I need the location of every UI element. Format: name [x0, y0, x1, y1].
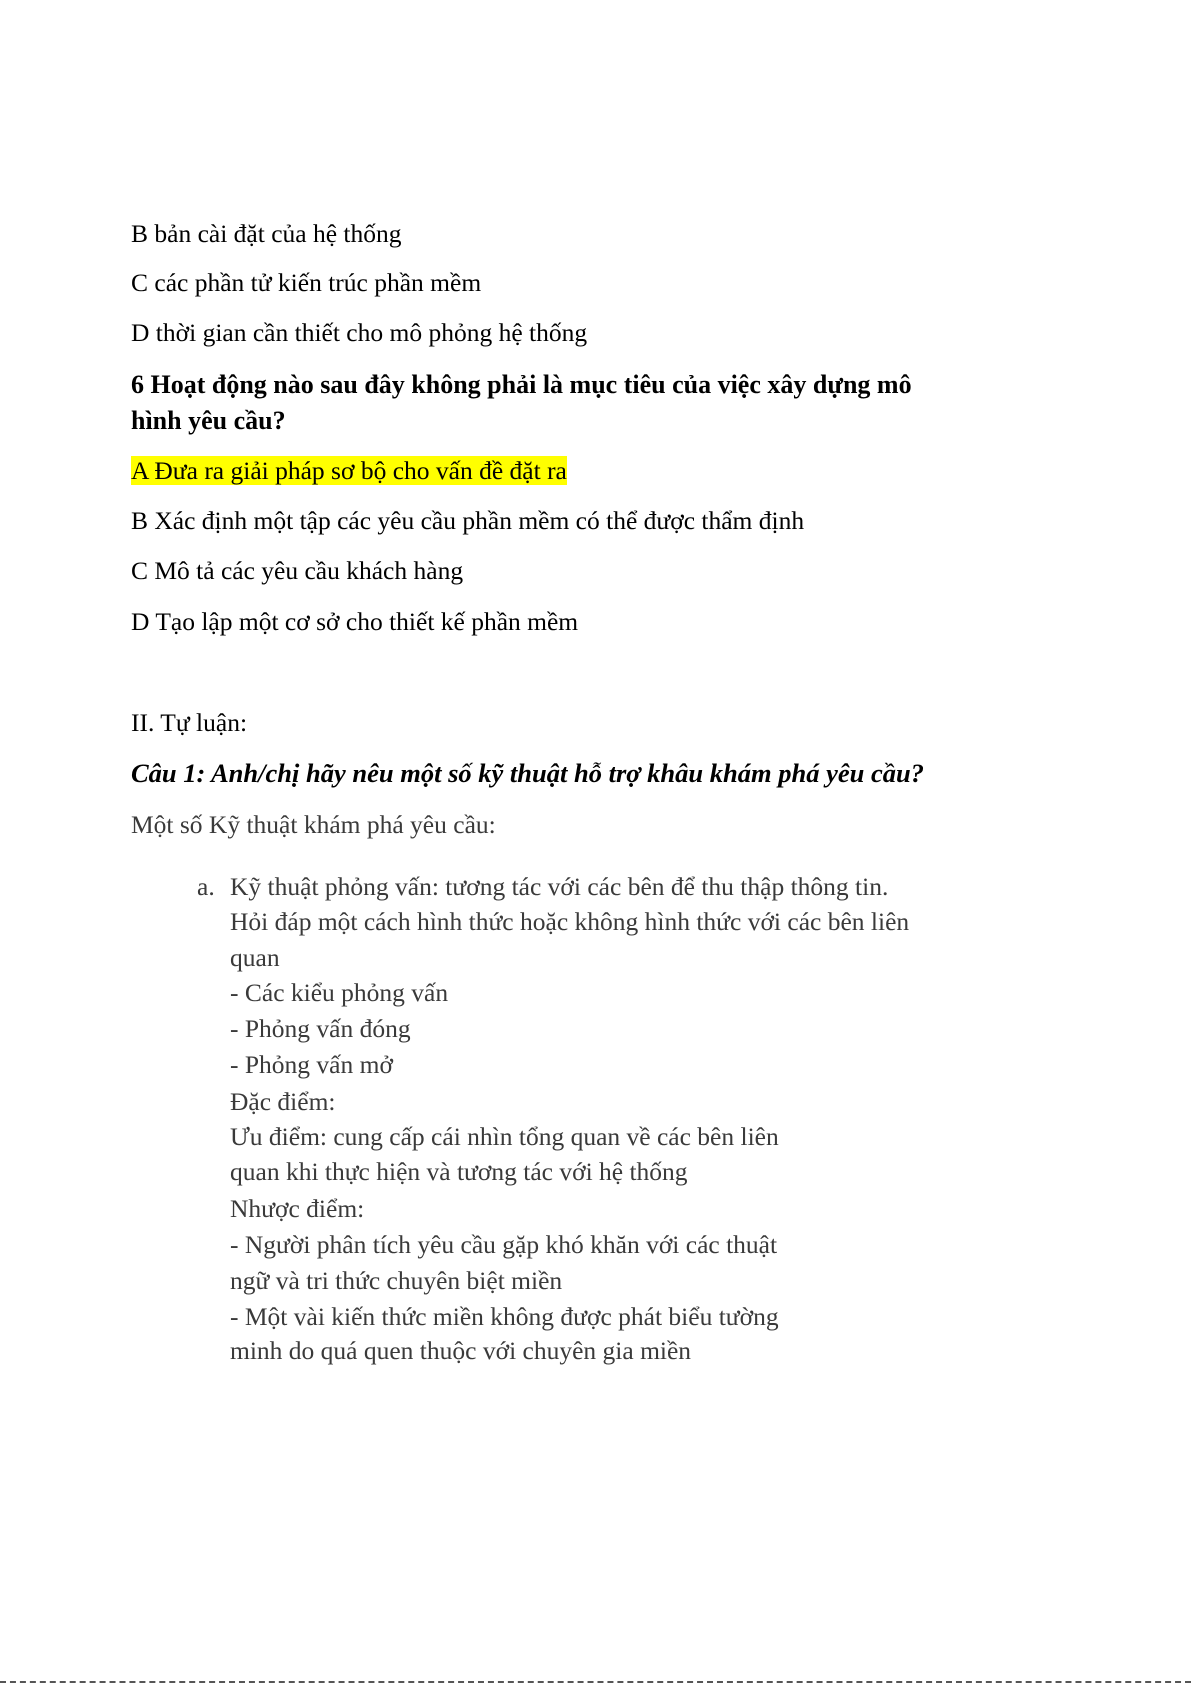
list-marker-a: a.	[197, 872, 215, 901]
item-a-line: quan khi thực hiện và tương tác với hệ thống	[230, 1157, 688, 1186]
essay-heading: II. Tự luận:	[131, 708, 248, 737]
item-a-line: minh do quá quen thuộc với chuyên gia miền	[230, 1336, 692, 1365]
q6-option-b: B Xác định một tập các yêu cầu phần mềm có thể được thẩm định	[131, 506, 805, 535]
item-a-line: - Phỏng vấn mở	[230, 1050, 393, 1079]
q6-option-a-answer	[131, 456, 567, 486]
q6-option-d: D Tạo lập một cơ sở cho thiết kế phần mềm	[131, 607, 579, 636]
item-a-line: - Người phân tích yêu cầu gặp khó khăn với các thuật	[230, 1230, 778, 1259]
item-a-line: - Các kiểu phỏng vấn	[230, 978, 449, 1007]
item-a-line: Ưu điểm: cung cấp cái nhìn tổng quan về các bên liên	[230, 1122, 779, 1151]
essay-intro: Một số Kỹ thuật khám phá yêu cầu:	[131, 810, 496, 839]
page-bottom-edge	[0, 1681, 1191, 1685]
q5-option-c: C các phần tử kiến trúc phần mềm	[131, 268, 482, 297]
essay-question-1: Câu 1: Anh/chị hãy nêu một số kỹ thuật hỗ trợ khâu khám phá yêu cầu?	[131, 758, 924, 788]
answer-highlight: A Đưa ra giải pháp sơ bộ cho vấn đề đặt ra	[131, 456, 567, 485]
item-a-line: - Phỏng vấn đóng	[230, 1014, 411, 1043]
item-a-line: Nhược điểm:	[230, 1194, 365, 1223]
item-a-line: quan	[230, 943, 280, 972]
q6-text-line1: 6 Hoạt động nào sau đây không phải là mục tiêu của việc xây dựng mô	[131, 370, 912, 399]
item-a-line: Hỏi đáp một cách hình thức hoặc không hình thức với các bên liên	[230, 907, 910, 936]
q6-option-c: C Mô tả các yêu cầu khách hàng	[131, 556, 464, 585]
item-a-line: Kỹ thuật phỏng vấn: tương tác với các bên để thu thập thông tin.	[230, 872, 889, 901]
q6-text-line2: hình yêu cầu?	[131, 406, 286, 435]
item-a-line: ngữ và tri thức chuyên biệt miền	[230, 1266, 563, 1295]
item-a-line: Đặc điểm:	[230, 1087, 336, 1116]
item-a-line: - Một vài kiến thức miền không được phát biểu tường	[230, 1302, 779, 1331]
q5-option-b: B bản cài đặt của hệ thống	[131, 219, 402, 248]
q5-option-d: D thời gian cần thiết cho mô phỏng hệ thống	[131, 318, 588, 347]
